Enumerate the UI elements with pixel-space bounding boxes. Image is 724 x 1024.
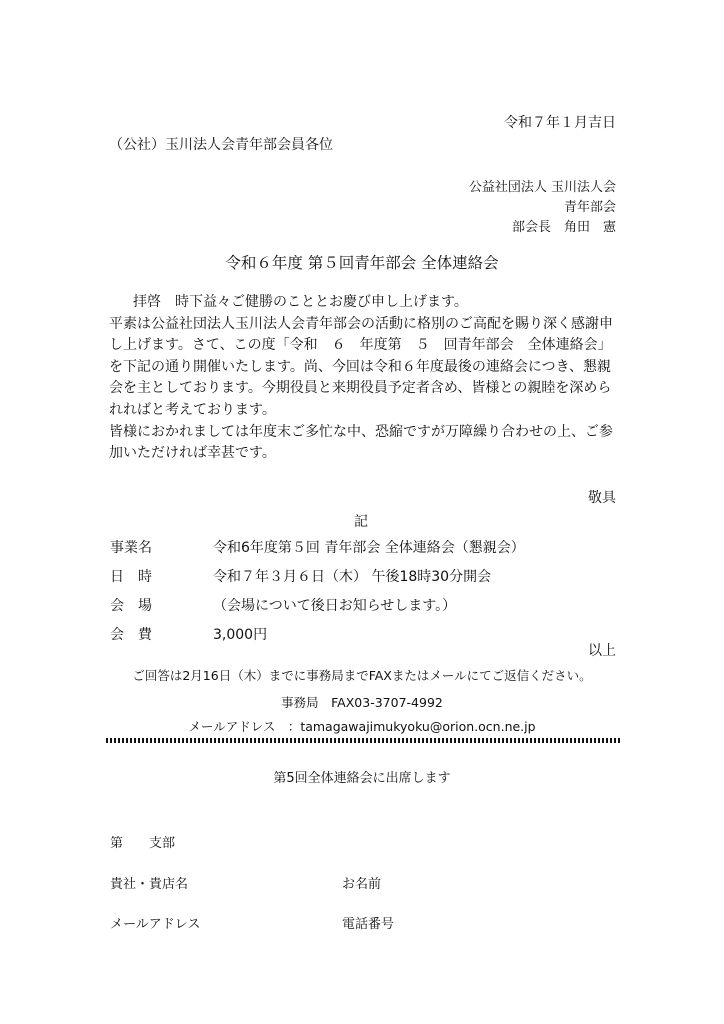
ki-heading: 記 <box>354 514 368 530</box>
document-date: 令和７年１月吉日 <box>504 115 616 131</box>
form-email-label: メールアドレス <box>110 917 201 932</box>
sender-name: 部会長 角田 憲 <box>511 220 616 235</box>
detail-label-fee: 会 費 <box>110 627 152 643</box>
request-paragraph: 皆様におかれましては年度末ご多忙な中、恐縮ですが万障繰り合わせの上、ご参加いただければ幸甚です。 <box>109 423 613 462</box>
cut-line-divider <box>106 738 622 743</box>
greeting-paragraph: 拝啓 時下益々ご健勝のこととお慶び申し上げます。 <box>133 294 468 310</box>
detail-label-event: 事業名 <box>110 540 152 556</box>
end-mark: 以上 <box>588 643 616 659</box>
detail-label-venue: 会 場 <box>110 598 152 614</box>
recipient: （公社）玉川法人会青年部会員各位 <box>109 137 333 153</box>
closing-keigu: 敬具 <box>588 490 616 506</box>
detail-label-datetime: 日 時 <box>110 569 152 585</box>
reply-email: メールアドレス ：tamagawajimukyoku@orion.ocn.ne.jp <box>188 719 536 734</box>
detail-value-datetime: 令和７年３月６日（木） 午後18時30分開会 <box>213 569 492 585</box>
document-title: 令和６年度 第５回青年部会 全体連絡会 <box>225 254 499 272</box>
form-heading: 第5回全体連絡会に出席します <box>273 771 451 786</box>
detail-value-venue: （会場について後日お知らせします。） <box>213 598 457 614</box>
form-name-label: お名前 <box>342 877 382 892</box>
detail-value-fee: 3,000円 <box>213 627 268 643</box>
sender-department: 青年部会 <box>563 200 616 215</box>
letter-body <box>109 292 621 465</box>
form-phone-label: 電話番号 <box>342 917 395 932</box>
sender-organization: 公益社団法人 玉川法人会 <box>468 180 616 195</box>
reply-fax: 事務局 FAX03-3707-4992 <box>281 695 443 710</box>
detail-value-event: 令和6年度第５回 青年部会 全体連絡会（懇親会） <box>213 540 525 556</box>
main-paragraph: 平素は公益社団法人玉川法人会青年部会の活動に格別のご高配を賜り深く感謝申し上げます。さて、この度「令和 ６ 年度第 ５ 回青年部会 全体連絡会」を下記の通り開催いたします。尚、今回は令和６年度最後の連絡会につき、懇親会を主としております。今期役員と来期役員予定者含め、皆様との親睦を深められればと考えております。 <box>109 315 613 418</box>
reply-instruction: ご回答は2月16日（木）までに事務局までFAXまたはメールにてご返信ください。 <box>132 668 592 683</box>
form-company-label: 貴社・貴店名 <box>110 877 189 892</box>
form-branch-label: 第 支部 <box>110 836 176 851</box>
